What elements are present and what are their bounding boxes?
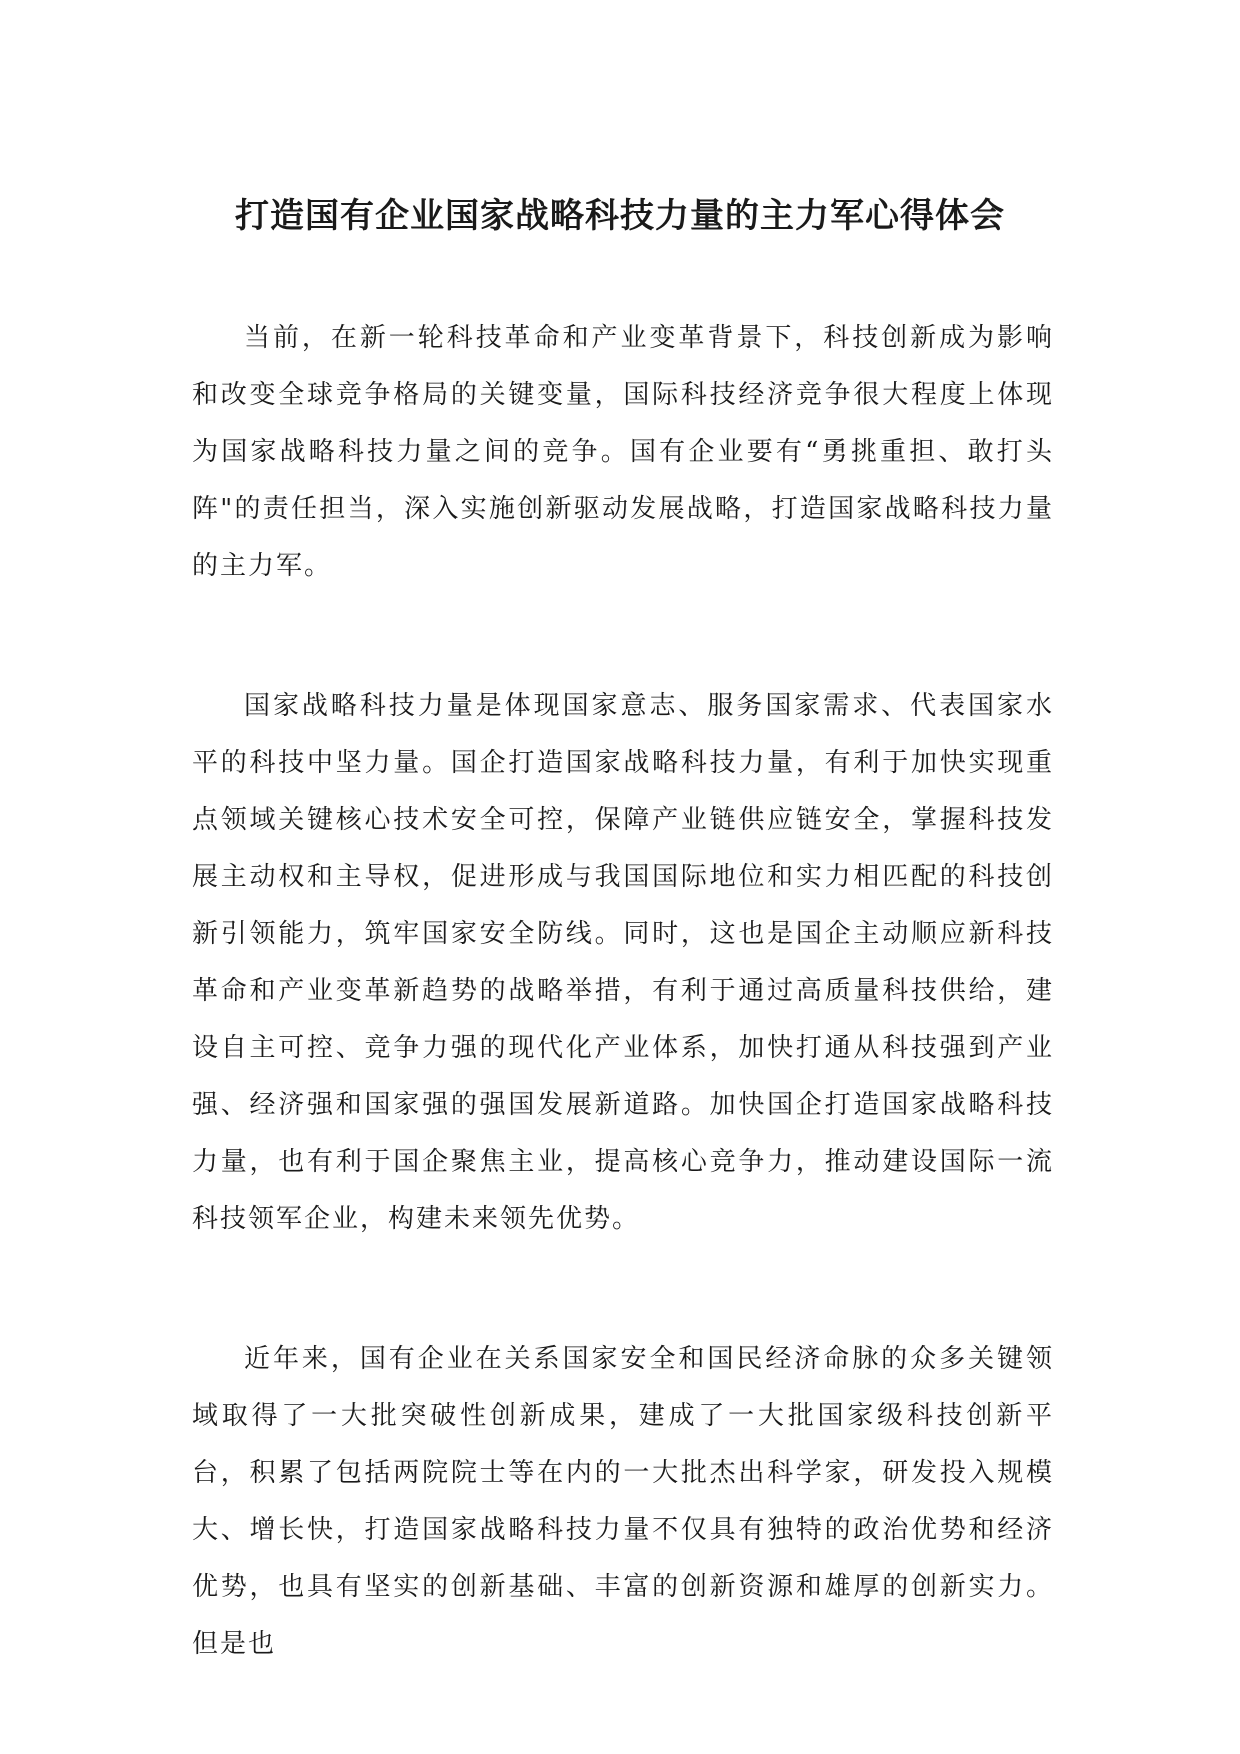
paragraph-2: 国家战略科技力量是体现国家意志、服务国家需求、代表国家水平的科技中坚力量。国企打造国家战略科技力量，有利于加快实现重点领域关键核心技术安全可控，保障产业链供应链安全，掌握科技发展主动权和主导权，促进形成与我国国际地位和实力相匹配的科技创新引领能力，筑牢国家安全防线。同时，这也是国企主动顺应新科技革命和产业变革新趋势的战略举措，有利于通过高质量科技供给，建设自主可控、竞争力强的现代化产业体系，加快打通从科技强到产业强、经济强和国家强的强国发展新道路。加快国企打造国家战略科技力量，也有利于国企聚焦主业，提高核心竞争力，推动建设国际一流科技领军企业，构建未来领先优势。 xyxy=(192,691,1054,1234)
document-title: 打造国有企业国家战略科技力量的主力军心得体会 xyxy=(235,196,1005,236)
paragraph-1: 当前，在新一轮科技革命和产业变革背景下，科技创新成为影响和改变全球竞争格局的关键变量，国际科技经济竞争很大程度上体现为国家战略科技力量之间的竞争。国有企业要有“勇挑重担、敢打头阵"的责任担当，深入实施创新驱动发展战略，打造国家战略科技力量的主力军。 xyxy=(192,323,1054,581)
paragraph-3: 近年来，国有企业在关系国家安全和国民经济命脉的众多关键领域取得了一大批突破性创新成果，建成了一大批国家级科技创新平台，积累了包括两院院士等在内的一大批杰出科学家，研发投入规模大、增长快，打造国家战略科技力量不仅具有独特的政治优势和经济优势，也具有坚实的创新基础、丰富的创新资源和雄厚的创新实力。但是也 xyxy=(192,1344,1054,1659)
